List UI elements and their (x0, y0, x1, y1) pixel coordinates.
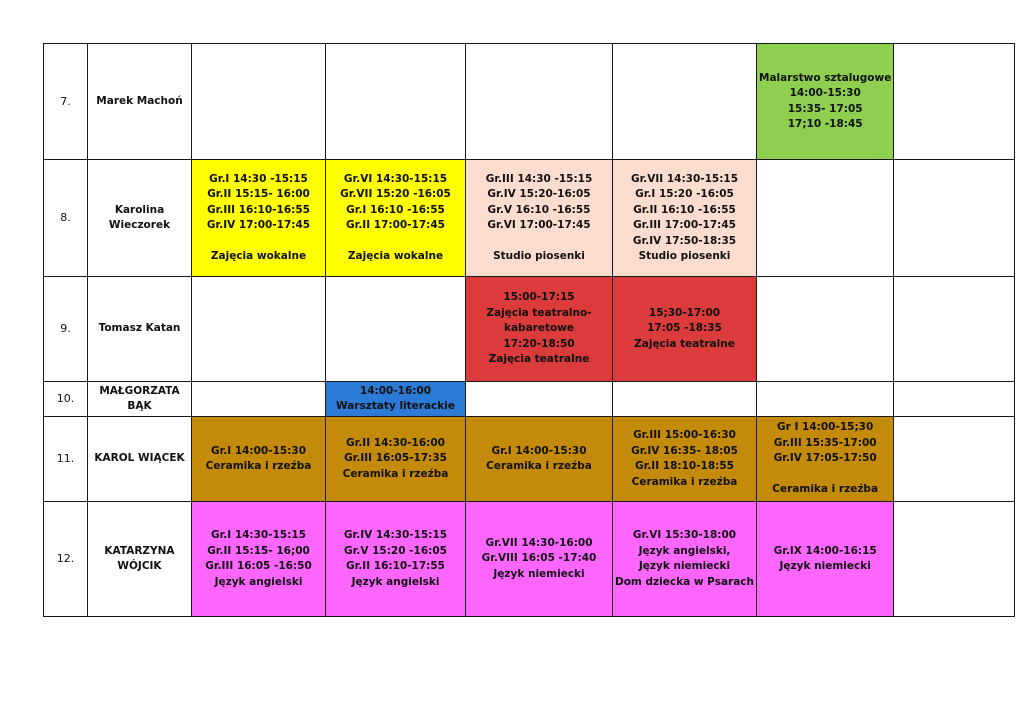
schedule-cell-line: Gr.VII 14:30-15:15 (630, 172, 739, 185)
schedule-cell-line (468, 234, 610, 250)
schedule-cell-line: Gr.IV 17:00-17:45 (206, 219, 311, 231)
schedule-cell-line: 17;10 -18:45 (787, 118, 863, 130)
instructor-name-line: KAROL WIĄCEK (94, 452, 185, 465)
schedule-cell-line: Gr.II 16:10-17:55 (346, 560, 445, 572)
schedule-cell-line: Gr.I 14:30-15:15 (210, 529, 307, 541)
schedule-cell (466, 417, 613, 502)
schedule-cell-line: Gr.II 16:10 -16:55 (633, 203, 736, 216)
schedule-cell-line: Ceramika i rzeźba (205, 460, 312, 472)
schedule-cell-line: 17:05 -18:35 (647, 322, 722, 335)
schedule-cell-line: Gr.VII 14:30-16:00 (485, 536, 593, 549)
schedule-cell (613, 502, 757, 617)
empty-cell (894, 44, 1015, 160)
schedule-cell (613, 417, 757, 502)
schedule-cell-line: Gr.III 17:00-17:45 (633, 219, 736, 231)
instructor-name-line: Tomasz Katan (98, 322, 181, 335)
schedule-cell (326, 160, 466, 277)
schedule-cell-line: Gr.IV 15:20-16:05 (487, 188, 591, 200)
schedule-cell-line: Gr.II 18:10-18:55 (635, 460, 734, 472)
schedule-cell (326, 417, 466, 502)
instructor-name (88, 382, 192, 417)
schedule-table (43, 43, 1015, 617)
schedule-cell-line: Gr.III 16:10-16:55 (207, 203, 310, 216)
schedule-cell-line: Ceramika i rzeźba (772, 483, 879, 496)
schedule-cell-line: Zajęcia teatralne (634, 337, 735, 350)
schedule-cell-line: Gr.IV 16:35- 18:05 (631, 444, 738, 457)
schedule-cell-line: Zajęcia teatralno- (486, 306, 592, 319)
empty-cell (894, 417, 1015, 502)
instructor-name (88, 160, 192, 277)
schedule-cell-line: Gr.IV 17:50-18:35 (632, 234, 737, 247)
schedule-cell-line: Język niemiecki (779, 560, 871, 572)
schedule-cell (192, 417, 326, 502)
empty-cell (613, 382, 757, 417)
instructor-name-line: Wieczorek (108, 219, 171, 231)
row-number: 11. (44, 417, 88, 502)
schedule-cell (757, 502, 894, 617)
schedule-cell-line: Gr.III 14:30 -15:15 (485, 172, 593, 185)
row-number: 7. (44, 44, 88, 160)
instructor-name-line: Marek Machoń (96, 94, 183, 107)
schedule-cell-line: Gr.II 17:00-17:45 (346, 219, 445, 231)
schedule-cell-line: Gr.I 14:00-15:30 (491, 444, 587, 457)
schedule-cell-line: 14:00-15:30 (789, 87, 861, 99)
schedule-cell-line: Gr I 14:00-15;30 (777, 421, 874, 434)
schedule-row (44, 417, 1015, 502)
schedule-cell-line: Ceramika i rzeźba (486, 460, 592, 472)
instructor-name-line: WÓJCIK (117, 560, 162, 572)
schedule-row (44, 160, 1015, 277)
row-number: 10. (44, 382, 88, 417)
schedule-cell-line: Język angielski, (638, 544, 731, 557)
schedule-cell-line: Gr.V 15:20 -16:05 (344, 544, 447, 557)
schedule-cell-line: Gr.III 15:00-16:30 (633, 429, 736, 441)
schedule-cell (192, 502, 326, 617)
schedule-cell-line: 15:00-17:15 (503, 291, 575, 304)
empty-cell (326, 277, 466, 382)
schedule-cell-line: Studio piosenki (493, 250, 585, 262)
schedule-row (44, 277, 1015, 382)
schedule-cell-line: Gr.VI 17:00-17:45 (487, 219, 591, 231)
row-number: 8. (44, 160, 88, 277)
schedule-cell-line: Język niemiecki (493, 567, 585, 580)
schedule-cell-line: Zajęcia wokalne (210, 250, 307, 262)
schedule-cell-line: Gr.III 16:05-17:35 (344, 452, 447, 465)
schedule-row (44, 382, 1015, 417)
schedule-cell-line: Gr.II 14:30-16:00 (346, 436, 445, 449)
schedule-cell-line: Gr.VI 15:30-18:00 (632, 529, 737, 541)
schedule-cell-line: 14:00-16:00 (359, 384, 432, 397)
schedule-cell-line: Zajęcia wokalne (347, 250, 444, 262)
schedule-cell-line: Gr.I 15:20 -16:05 (635, 188, 734, 200)
schedule-cell-line: Ceramika i rzeźba (342, 467, 449, 480)
schedule-cell (466, 160, 613, 277)
schedule-cell (466, 502, 613, 617)
schedule-cell-line: Język niemiecki (638, 560, 731, 572)
empty-cell (192, 382, 326, 417)
empty-cell (894, 502, 1015, 617)
schedule-cell-line: Gr.I 16:10 -16:55 (346, 203, 445, 216)
schedule-cell-line: 15:35- 17:05 (787, 102, 863, 115)
schedule-cell-line: Gr.V 16:10 -16:55 (487, 203, 591, 216)
empty-cell (192, 44, 326, 160)
schedule-cell-line: Zajęcia teatralne (488, 353, 590, 366)
empty-cell (894, 160, 1015, 277)
schedule-cell-line: 17:20-18:50 (503, 337, 575, 350)
schedule-row (44, 502, 1015, 617)
instructor-name-line: MAŁGORZATA (99, 384, 180, 397)
schedule-cell (613, 277, 757, 382)
schedule-cell-line: Język angielski (214, 575, 303, 588)
schedule-cell-line: Gr.IX 14:00-16:15 (773, 544, 877, 557)
empty-cell (192, 277, 326, 382)
empty-cell (757, 160, 894, 277)
schedule-cell-line: Gr.III 15:35-17:00 (773, 436, 877, 449)
empty-cell (466, 382, 613, 417)
schedule-cell-line: 15;30-17:00 (648, 306, 721, 319)
schedule-cell-line: Studio piosenki (638, 250, 731, 262)
schedule-cell-line: Gr.VIII 16:05 -17:40 (481, 552, 597, 565)
schedule-cell-line: Gr.IV 17:05-17:50 (773, 452, 877, 465)
schedule-cell-line (759, 467, 891, 483)
empty-cell (894, 382, 1015, 417)
instructor-name (88, 44, 192, 160)
schedule-cell-line: Ceramika i rzeźba (631, 475, 738, 488)
schedule-row (44, 44, 1015, 160)
schedule-cell-line: Gr.II 15:15- 16:00 (207, 188, 310, 200)
empty-cell (757, 277, 894, 382)
instructor-name-line: Karolina (114, 203, 165, 216)
row-number: 12. (44, 502, 88, 617)
schedule-cell-line: kabaretowe (503, 322, 575, 335)
schedule-cell (613, 160, 757, 277)
schedule-cell-line: Gr.VII 15:20 -16:05 (340, 188, 451, 200)
schedule-cell (326, 502, 466, 617)
empty-cell (757, 382, 894, 417)
schedule-cell-line: Malarstwo sztalugowe (759, 71, 892, 84)
empty-cell (466, 44, 613, 160)
schedule-cell (757, 44, 894, 160)
schedule-cell-line: Gr.III 16:05 -16:50 (205, 560, 312, 572)
schedule-cell-line: Gr.VI 14:30-15:15 (343, 172, 448, 185)
empty-cell (326, 44, 466, 160)
schedule-cell-line: Gr.II 15:15- 16;00 (207, 544, 310, 557)
empty-cell (894, 277, 1015, 382)
schedule-body (44, 44, 1015, 617)
schedule-cell (757, 417, 894, 502)
schedule-cell (192, 160, 326, 277)
schedule-cell-line: Język angielski (351, 575, 440, 588)
schedule-cell-line (328, 234, 463, 250)
schedule-cell-line: Dom dziecka w Psarach (615, 575, 754, 588)
instructor-name-line: KATARZYNA (104, 544, 175, 557)
schedule-cell-line: Gr.I 14:00-15:30 (210, 444, 307, 457)
schedule-cell-line: Gr.I 14:30 -15:15 (209, 172, 308, 185)
instructor-name (88, 277, 192, 382)
instructor-name-line: BĄK (127, 400, 152, 412)
schedule-cell-line (194, 234, 323, 250)
instructor-name (88, 417, 192, 502)
schedule-cell (326, 382, 466, 417)
schedule-cell-line: Warsztaty literackie (336, 400, 455, 412)
row-number: 9. (44, 277, 88, 382)
instructor-name (88, 502, 192, 617)
schedule-cell (466, 277, 613, 382)
empty-cell (613, 44, 757, 160)
schedule-cell-line: Gr.IV 14:30-15:15 (343, 529, 448, 541)
